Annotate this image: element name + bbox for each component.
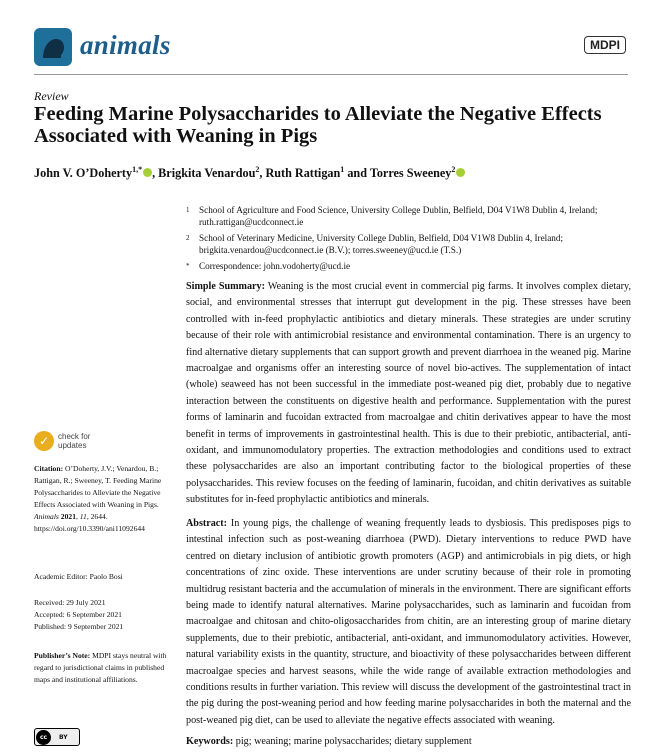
author-name[interactable]: John V. O’Doherty <box>34 166 133 181</box>
simple-summary-label: Simple Summary: <box>186 281 265 292</box>
citation-journal: Animals <box>34 511 59 521</box>
journal-name[interactable]: animals <box>80 30 171 60</box>
check-updates-icon: ✓ <box>34 431 54 451</box>
publisher-note-text: MDPI stays neutral with regard to jurisdictional claims in published maps and institutional affiliations. <box>34 651 167 684</box>
simple-summary-text: Weaning is the most crucial event in commercial pig farms. It involves complex dietary, social, and environmental stresses that interrupt gut development in the pig. These stresses have been controlled with in-feed prophylactic antibiotics and dietary minerals. These strategies are under scrutiny because of their role with antimicrobial resistance and environmental contamination. There is an urgency to find alternative dietary supplements that can support growth and prevent diarrhoea in the weaned pig. Marine macroalgae and organisms offer an interesting source of novel bio-actives. The supplementation of intact (whole) seaweed has not been successful in the immediate post-weaned pig diet, probably due to negative interaction between the constituents on digestive health and performance. Supplementation with the purest forms of laminarin and fucoidan extracted from macroalgae and chitin derivatives appear to have the most benefit in terms of improvements in gastrointestinal health. This is due to their prebiotic, antibacterial, anti-oxidant, and immunomodulatory properties. The extraction methodologies and conditions used to extract these polysaccharides are also an important contributing factor to the biological properties of these polysaccharides. This review focuses on the feeding of laminarin, fucoidan, and chitin derivatives as suitable substitutes for in-feed prophylactic antibiotics and minerals. <box>186 281 631 506</box>
keywords-text: pig; weaning; marine polysaccharides; dietary supplement <box>233 736 472 747</box>
journal-logo-icon <box>34 28 72 66</box>
article-type: Review <box>34 89 69 103</box>
affiliation-text: School of Veterinary Medicine, University College Dublin, Belfield, D04 V1W8 Dublin 4, Ireland; <box>199 233 564 243</box>
accepted-date: Accepted: 6 September 2021 <box>34 609 122 619</box>
citation-volume: , 11 <box>76 511 87 521</box>
affiliation-email[interactable]: brigkita.venardou@ucdconnect.ie (B.V.); torres.sweeney@ucd.ie (T.S.) <box>199 245 462 255</box>
cc-by-license-badge[interactable] <box>34 728 80 746</box>
publisher-note-label: Publisher’s Note: <box>34 651 91 660</box>
check-for-updates-button[interactable] <box>34 431 90 451</box>
orcid-icon[interactable] <box>456 168 465 177</box>
correspondence <box>186 260 636 272</box>
license-by-label: BY <box>59 733 68 741</box>
author-name[interactable]: Torres Sweeney <box>369 166 452 181</box>
article-title: Feeding Marine Polysaccharides to Alleviate the Negative Effects Associated with Weaning in Pigs <box>34 103 602 147</box>
abstract-text: In young pigs, the challenge of weaning frequently leads to dysbiosis. This predisposes pigs to intestinal infection such as post-weaning diarrhoea (PWD). Dietary interventions to reduce PWD have centred on dietary inclusion of antibiotic growth promoters (AGP) and antimicrobials in pig diets, or high concentrations of zinc oxide. These interventions are under scrutiny because of their role in promoting multidrug resistant bacteria and the accumulation of minerals in the environment. There are significant efforts being made to identify natural alternatives. Marine polysaccharides, such as laminarin and fucoidan from macroalgae and chitosan and chito-oligosaccharides from chitin, are an interesting group of marine dietary supplements, due to their prebiotic, antibacterial, anti-oxidant, and immunomodulatory activities. However, natural variability exists in the quantity, structure, and bioactivity of these polysaccharides between different macroalgae species and harvest seasons, while the wide range of available extraction methodologies and conditions results in further variation. This review will discuss the development of the gastrointestinal tract in the pig during the post-weaning period and how feeding marine polysaccharides in both the maternal and the post-weaned pig diet, can be used to alleviate the negative effects associated with weaning. <box>186 518 631 726</box>
author-affiliation-marker: 2 <box>255 165 260 174</box>
citation <box>34 463 174 534</box>
affiliation-number: 1 <box>186 206 190 214</box>
affiliation-item <box>186 204 636 228</box>
author-separator: , <box>259 166 266 181</box>
citation-doi[interactable]: , 2644. https://doi.org/10.3390/ani11092644 <box>34 511 145 533</box>
publisher-note <box>34 650 174 686</box>
keywords <box>186 734 631 750</box>
correspondence-marker: * <box>186 262 190 270</box>
author-affiliation-marker: 1 <box>340 165 345 174</box>
publisher-logo[interactable] <box>584 36 626 54</box>
mdpi-logo-text: MDPI <box>584 36 626 54</box>
author-affiliation-marker: 2 <box>451 165 456 174</box>
header-divider <box>34 74 628 75</box>
citation-text: O’Doherty, J.V.; Venardou, B.; Rattigan, R.; Sweeney, T. Feeding Marine Polysaccharides to Alleviate the Negative Effects Associated with Weaning in Pigs. <box>34 464 162 509</box>
published-date: Published: 9 September 2021 <box>34 621 124 631</box>
abstract <box>186 516 631 729</box>
affiliation-number: 2 <box>186 234 190 242</box>
affiliation-text: School of Agriculture and Food Science, University College Dublin, Belfield, D04 V1W8 Dublin 4, Ireland; <box>199 205 598 215</box>
check-updates-line1: check for <box>58 432 91 441</box>
affiliation-email[interactable]: ruth.rattigan@ucdconnect.ie <box>199 217 304 227</box>
article-dates <box>34 597 174 633</box>
orcid-icon[interactable] <box>143 168 152 177</box>
citation-year: 2021 <box>58 511 76 521</box>
author-name[interactable]: Brigkita Venardou <box>158 166 256 181</box>
received-date: Received: 29 July 2021 <box>34 598 106 607</box>
creative-commons-icon: cc <box>36 730 51 745</box>
correspondence-text[interactable]: Correspondence: john.vodoherty@ucd.ie <box>199 261 351 271</box>
academic-editor: Academic Editor: Paolo Bosi <box>34 572 123 581</box>
keywords-label: Keywords: <box>186 736 234 747</box>
abstract-label: Abstract: <box>186 518 228 529</box>
citation-label: Citation: <box>34 464 64 473</box>
author-separator: and <box>344 166 370 181</box>
affiliations <box>186 204 636 272</box>
simple-summary <box>186 279 631 509</box>
check-updates-line2: updates <box>58 441 87 450</box>
author-list <box>34 165 465 181</box>
author-affiliation-marker: 1,* <box>132 165 143 174</box>
author-separator: , <box>152 166 159 181</box>
author-name[interactable]: Ruth Rattigan <box>265 166 341 181</box>
affiliation-item <box>186 232 636 256</box>
